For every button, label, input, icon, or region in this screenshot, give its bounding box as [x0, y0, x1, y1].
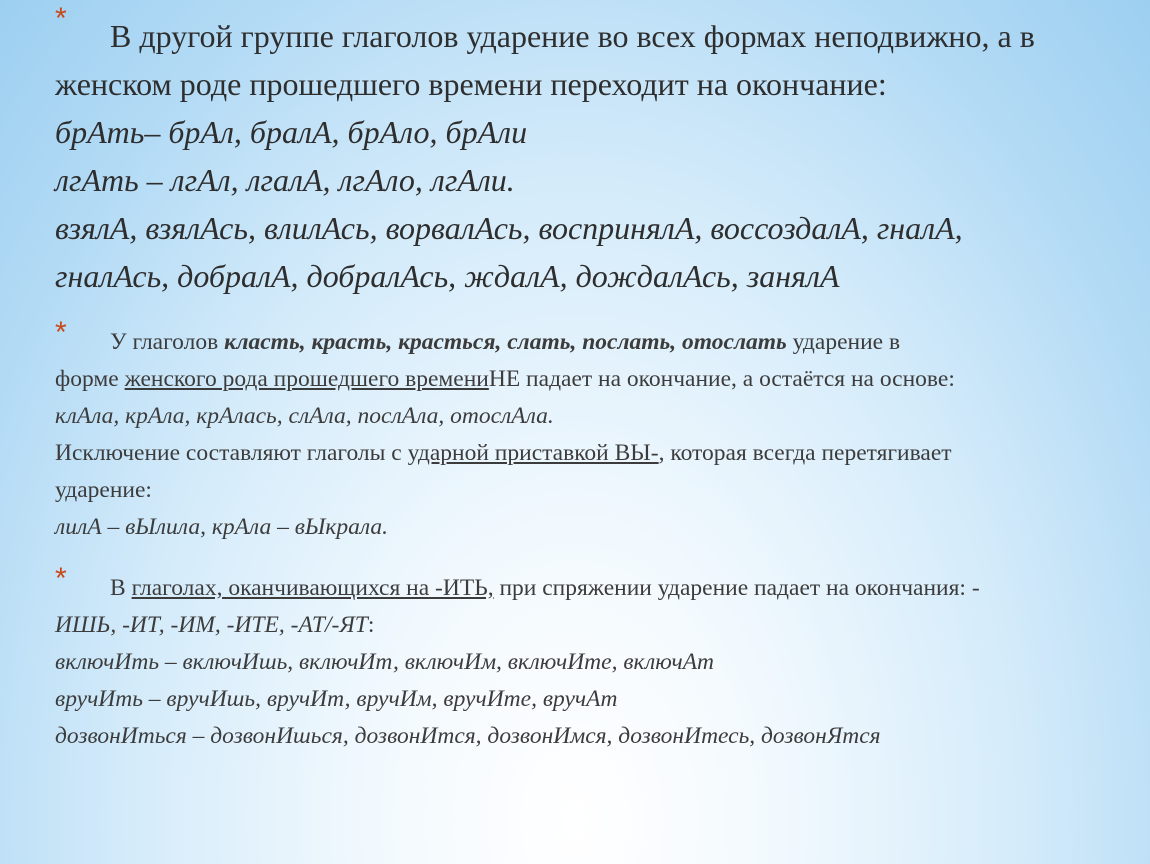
rest-text: НЕ падает на окончание, а остаётся на основе:	[488, 366, 955, 392]
example-list: клАла, крАла, крАлась, слАла, послАла, отослАла.	[55, 403, 554, 429]
exception-line-1	[55, 435, 1130, 472]
verb-list: класть, красть, красться, слать, послать, отослать	[224, 329, 787, 355]
bullet-asterisk-3: *	[55, 562, 67, 595]
bullet-asterisk-2: *	[55, 316, 67, 349]
exception-underlined: ударной приставкой ВЫ-	[407, 440, 659, 466]
example-vruchit: вручИть – вручИшь, вручИт, вручИм, вручИте, вручАт	[55, 686, 618, 712]
example-lgat: лгАть – лгАл, лгалА, лгАло, лгАли.	[55, 162, 515, 198]
example-list-1: взялА, взялАсь, влилАсь, ворвалАсь, воспринялА, воссоздалА, гналА,	[55, 210, 963, 246]
underlined-phrase: женского рода прошедшего времени	[124, 366, 489, 392]
rule-line-1	[55, 570, 1130, 607]
endings-line	[55, 607, 1130, 644]
prefix-text: форме	[55, 366, 125, 392]
rest-text: при спряжении ударение падает на окончания: -	[493, 575, 980, 601]
intro-text: У глаголов	[110, 329, 225, 355]
section-it-verbs	[55, 570, 1130, 755]
rule-line-1: В другой группе глаголов ударение во всех формах неподвижно, а в	[110, 18, 1035, 54]
rule-line-2	[55, 361, 1130, 398]
underlined-phrase: глаголах, оканчивающихся на -ИТЬ,	[131, 575, 494, 601]
example-list-2: гналАсь, добралА, добралАсь, ждалА, дождалАсь, занялА	[55, 258, 840, 294]
example-dozvonitsya: дозвонИться – дозвонИшься, дозвонИтся, дозвонИмся, дозвонИтесь, дозвонЯтся	[55, 723, 881, 749]
intro-text: В	[110, 575, 132, 601]
rule-line-1	[55, 324, 1130, 361]
exception-line-2: ударение:	[55, 477, 152, 503]
endings-colon: :	[367, 612, 375, 638]
after-verbs-text: ударение в	[786, 329, 901, 355]
example-vklyuchit: включИть – включИшь, включИт, включИм, включИте, включАт	[55, 649, 715, 675]
rule-line-2: женском роде прошедшего времени переходит на окончание:	[55, 66, 887, 102]
example-brat: брАть– брАл, бралА, брАло, брАли	[55, 114, 528, 150]
endings-list: ИШЬ, -ИТ, -ИМ, -ИТЕ, -АТ/-ЯТ	[55, 612, 368, 638]
exception-examples: лилА – вЫлила, крАла – вЫкрала.	[55, 514, 389, 540]
section-stress-shift	[55, 12, 1130, 300]
bullet-asterisk-1: *	[55, 2, 67, 35]
exception-prefix: Исключение составляют глаголы с	[55, 440, 408, 466]
section-base-stress	[55, 324, 1130, 546]
exception-rest: , которая всегда перетягивает	[658, 440, 952, 466]
